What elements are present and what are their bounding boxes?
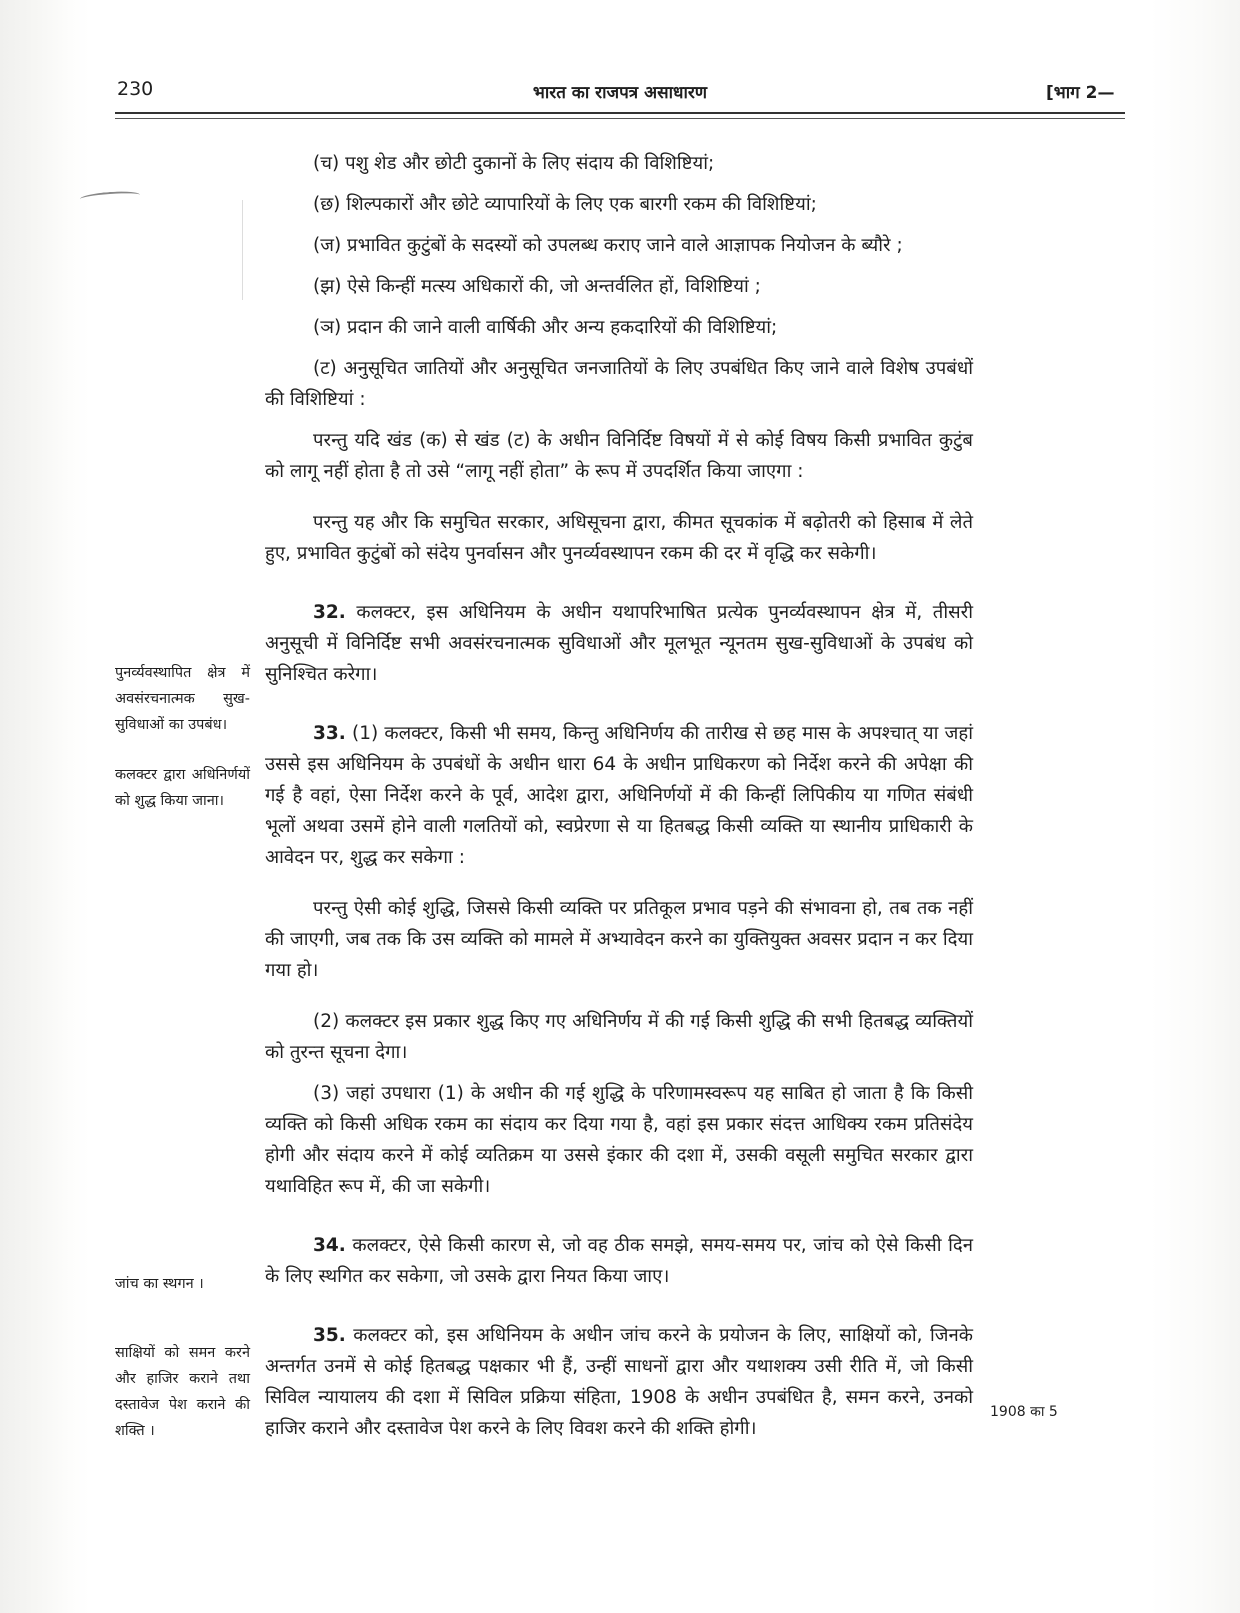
scan-bleed-line <box>242 200 243 300</box>
margin-note-1908: 1908 का 5 <box>990 1404 1058 1420</box>
margin-note-34: जांच का स्थगन । <box>115 1276 204 1292</box>
section-35-number: 35. <box>313 1325 346 1346</box>
margin-note-35: साक्षियों को समन करने और हाजिर कराने तथा दस्तावेज पेश कराने की शक्ति । <box>115 1345 250 1439</box>
section-32 <box>265 597 973 690</box>
proviso-1: परन्तु यदि खंड (क) से खंड (ट) के अधीन विनिर्दिष्ट विषयों में से कोई विषय किसी प्रभावित कुटुंब को लागू नहीं होता है तो उसे “लागू नहीं होता” के रूप में उपदर्शित किया जाएगा : <box>265 430 973 482</box>
section-34-text: कलक्टर, ऐसे किसी कारण से, जो वह ठीक समझे, समय-समय पर, जांच को ऐसे किसी दिन के लिए स्थगित कर सकेगा, जो उसके द्वारा नियत किया जाए। <box>265 1235 973 1287</box>
header-rule <box>115 112 1125 114</box>
margin-note-33: कलक्टर द्वारा अधिनिर्णयों को शुद्ध किया जाना। <box>115 767 250 809</box>
clause-chha: (छ) शिल्पकारों और छोटे व्यापारियों के लिए एक बारगी रकम की विशिष्टियां; <box>313 194 817 215</box>
section-32-text: कलक्टर, इस अधिनियम के अधीन यथापरिभाषित प्रत्येक पुनर्व्यवस्थापन क्षेत्र में, तीसरी अनुसूची में विनिर्दिष्ट सभी अवसंरचनात्मक सुविधाओं और मूलभूत न्यूनतम सुख-सुविधाओं के उपबंध को सुनिश्चित करेगा। <box>265 602 973 685</box>
section-35 <box>265 1320 973 1444</box>
clause-ta: (ट) अनुसूचित जातियों और अनुसूचित जनजातियों के लिए उपबंधित किए जाने वाले विशेष उपबंधों की विशिष्टियां : <box>265 358 973 410</box>
section-33-3: (3) जहां उपधारा (1) के अधीन की गई शुद्धि के परिणामस्वरूप यह साबित हो जाता है कि किसी व्यक्ति को किसी अधिक रकम का संदाय कर दिया गया है, वहां इस प्रकार संदत्त आधिक्य रकम प्रतिसंदेय होगी और संदाय करने में कोई व्यतिक्रम या उससे इंकार की दशा में, उसकी वसूली समुचित सरकार द्वारा यथाविहित रूप में, की जा सकेगी। <box>265 1083 973 1197</box>
section-33-proviso: परन्तु ऐसी कोई शुद्धि, जिससे किसी व्यक्ति पर प्रतिकूल प्रभाव पड़ने की संभावना हो, तब तक नहीं की जाएगी, जब तक कि उस व्यक्ति को मामले में अभ्यावेदन करने का युक्तियुक्त अवसर प्रदान न कर दिया गया हो। <box>265 898 973 981</box>
section-33-text: (1) कलक्टर, किसी भी समय, किन्तु अधिनिर्णय की तारीख से छह मास के अपश्चात् या जहां उससे इस अधिनियम के उपबंधों के अधीन धारा 64 के अधीन प्राधिकरण को निर्देश करने की अपेक्षा की गई है वहां, ऐसा निर्देश करने के पूर्व, आदेश द्वारा, अधिनिर्णयों में की किन्हीं लिपिकीय या गणित संबंधी भूलों अथवा उसमें होने वाली गलतियों को, स्वप्रेरणा से या हितबद्ध किसी व्यक्ति या स्थानीय प्राधिकारी के आवेदन पर, शुद्ध कर सकेगा : <box>265 723 973 868</box>
header-rule-thin <box>115 118 1125 119</box>
section-33-1 <box>265 718 973 873</box>
clause-cha: (च) पशु शेड और छोटी दुकानों के लिए संदाय की विशिष्टियां; <box>313 153 715 174</box>
clause-nya: (ञ) प्रदान की जाने वाली वार्षिकी और अन्य हकदारियों की विशिष्टियां; <box>313 317 778 338</box>
main-body <box>265 148 973 1444</box>
section-33-2: (2) कलक्टर इस प्रकार शुद्ध किए गए अधिनिर्णय में की गई किसी शुद्धि की सभी हितबद्ध व्यक्तियों को तुरन्त सूचना देगा। <box>265 1011 973 1063</box>
section-34-number: 34. <box>313 1235 346 1256</box>
section-33-number: 33. <box>313 723 346 744</box>
margin-note-32: पुनर्व्यवस्थापित क्षेत्र में अवसंरचनात्मक सुख-सुविधाओं का उपबंध। <box>115 665 250 733</box>
proviso-2: परन्तु यह और कि समुचित सरकार, अधिसूचना द्वारा, कीमत सूचकांक में बढ़ोतरी को हिसाब में लेते हुए, प्रभावित कुटुंबों को संदेय पुनर्वासन और पुनर्व्यवस्थापन रकम की दर में वृद्धि कर सकेगी। <box>265 512 973 564</box>
clause-jha: (झ) ऐसे किन्हीं मत्स्य अधिकारों की, जो अन्तर्वलित हों, विशिष्टियां ; <box>313 276 761 297</box>
clause-ja: (ज) प्रभावित कुटुंबों के सदस्यों को उपलब्ध कराए जाने वाले आज्ञापक नियोजन के ब्यौरे ; <box>313 235 903 256</box>
section-32-number: 32. <box>313 602 346 623</box>
section-35-text: कलक्टर को, इस अधिनियम के अधीन जांच करने के प्रयोजन के लिए, साक्षियों को, जिनके अन्तर्गत उनमें से कोई हितबद्ध पक्षकार भी हैं, उन्हीं साधनों द्वारा और यथाशक्य उसी रीति में, जो किसी सिविल न्यायालय की दशा में सिविल प्रक्रिया संहिता, 1908 के अधीन उपबंधित है, समन करने, उनको हाजिर कराने और दस्तावेज पेश करने के लिए विवश करने की शक्ति होगी। <box>265 1325 973 1439</box>
part-label: [भाग 2— <box>1046 83 1115 103</box>
page-number: 230 <box>117 78 154 100</box>
section-34 <box>265 1230 973 1292</box>
gazette-title: भारत का राजपत्र असाधारण <box>532 83 708 103</box>
